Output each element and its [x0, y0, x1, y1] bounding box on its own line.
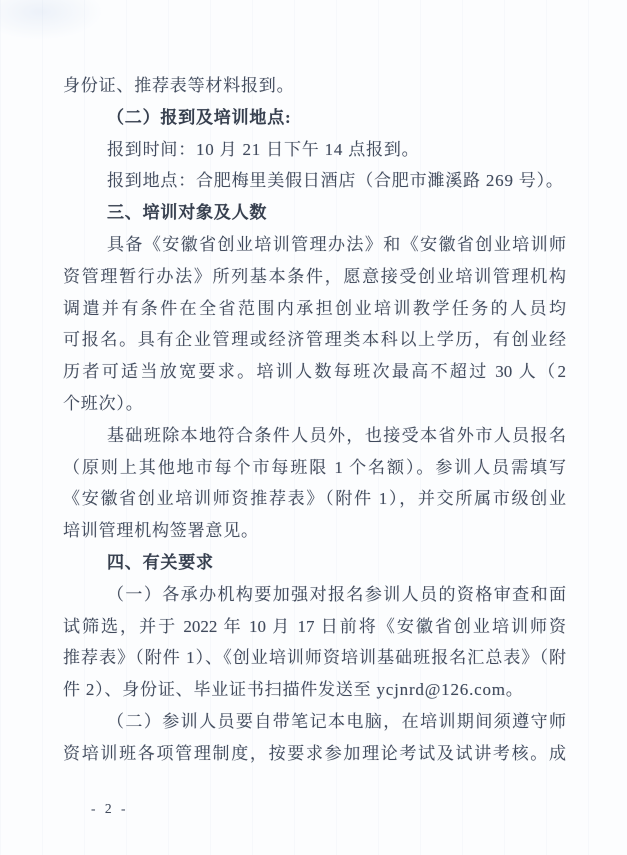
body-line: 资管理暂行办法》所列基本条件，愿意接受创业培训管理机构 [63, 266, 566, 286]
body-line: 件 2）、身份证、毕业证书扫描件发送至 ycjnrd@126.com。 [63, 680, 524, 700]
section-heading-3: 三、培训对象及人数 [107, 203, 268, 223]
body-line: 培训管理机构签署意见。 [63, 521, 259, 541]
body-line: （二）参训人员要自带笔记本电脑，在培训期间须遵守师 [107, 711, 566, 731]
body-line: 《安徽省创业培训师资推荐表》（附件 1），并交所属市级创业 [63, 489, 566, 509]
subsection-heading: （二）报到及培训地点: [107, 107, 292, 127]
body-line: 推荐表》（附件 1）、《创业培训师资培训基础班报名汇总表》（附 [63, 648, 566, 668]
body-line: 报到时间：10 月 21 日下午 14 点报到。 [107, 139, 420, 159]
page-number: - 2 - [91, 801, 129, 816]
body-line: 个班次）。 [63, 393, 144, 413]
document-text-block [63, 70, 566, 770]
body-line: 试筛选，并于 2022 年 10 月 17 日前将《安徽省创业培训师资 [63, 616, 566, 636]
body-line: 历者可适当放宽要求。培训人数每班次最高不超过 30 人（2 [63, 362, 566, 382]
body-line: 可报名。具有企业管理或经济管理类本科以上学历，有创业经 [63, 330, 566, 350]
body-line: 报到地点：合肥梅里美假日酒店（合肥市濉溪路 269 号）。 [107, 171, 564, 191]
body-line: 身份证、推荐表等材料报到。 [63, 76, 295, 95]
body-line: 具备《安徽省创业培训管理办法》和《安徽省创业培训师 [107, 234, 566, 254]
body-line: 基础班除本地符合条件人员外，也接受本省外市人员报名 [107, 425, 566, 445]
section-heading-4: 四、有关要求 [107, 552, 214, 572]
body-line: 资培训班各项管理制度，按要求参加理论考试及试讲考核。成 [63, 743, 566, 763]
body-line: 调遣并有条件在全省范围内承担创业培训教学任务的人员均 [63, 298, 566, 318]
body-line: （原则上其他地市每个市每班限 1 个名额）。参训人员需填写 [63, 457, 566, 477]
body-line: （一）各承办机构要加强对报名参训人员的资格审查和面 [107, 584, 566, 604]
